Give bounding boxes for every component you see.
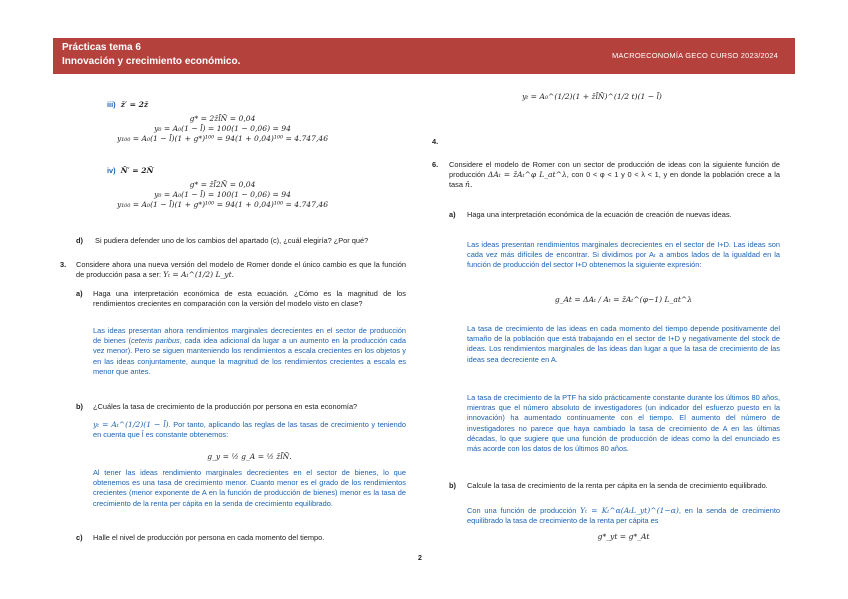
q3b-answer-intro <box>93 420 406 440</box>
q6a-eq: g_At = ΔAₜ / Aₜ = z̄Aₜ^(φ−1) L_at^λ <box>554 295 693 304</box>
q3-text-a: Considere ahora una nueva versión del modelo de Romer donde el único cambio <box>76 260 347 269</box>
q6b-eq2: g*_yt = g*_At <box>597 532 650 541</box>
q6b-label: b) <box>449 481 456 490</box>
item-d-text: Si pudiera defender uno de los cambios del apartado (c), ¿cuál elegiría? ¿Por qué? <box>95 236 369 245</box>
item-iv-eq: N̄′ = 2N̄ <box>120 166 154 175</box>
q6b-eq: Yₜ = Kₜ^α(AₜL_yt)^(1−α) <box>580 506 679 515</box>
q4-label: 4. <box>432 137 439 146</box>
iv-eq-2: y₀ = A₀(1 − l̄) = 100(1 − 0,06) = 94 <box>154 190 291 200</box>
item-d-label: d) <box>76 236 83 245</box>
top-eq-wrap <box>492 92 692 102</box>
item-iv <box>107 166 154 176</box>
q3-label: 3. <box>60 260 67 269</box>
item-d <box>76 236 368 246</box>
header-title-line2: Innovación y crecimiento económico. <box>62 56 241 67</box>
q3a-answer <box>93 326 406 377</box>
q3b-eq2: g_y = ½ g_A = ½ z̄l̄N̄. <box>207 452 292 461</box>
q3a-text: Haga una interpretación económica de esta ecuación. ¿Cómo es la magnitud de los rendimientos crecientes en comparación con la versión del modelo visto en clase? <box>93 289 406 309</box>
q6-eq: ΔAₜ = z̄Aₜ^φ L_at^λ <box>487 170 567 180</box>
q3b-answer-2: Al tener las ideas rendimiento marginales decrecientes en el sector de bienes, lo que obtenemos es una tasa de crecimiento menor. Cuanto menor es el grado de los rendimientos crecientes (menor exponente de A en la función de producción de bienes) menor es la tasa de crecimiento de la renta per cápita en la senda de crecimiento equilibrado. <box>93 468 406 508</box>
q3b-answer-1: . Por tanto, aplicando las reglas de las tasas de crecimiento y teniendo en cuenta que l̄ es constante obtenemos: <box>93 420 406 440</box>
q6-label: 6. <box>432 160 439 169</box>
header-course: MACROECONOMÍA GECO CURSO 2023/2024 <box>611 51 778 60</box>
q6a-label: a) <box>449 210 456 219</box>
q3a-answer-2: , cada idea adicional da lugar a un aumento en la producción cada vez menor). Pero se siguen manteniendo los rendimientos a escala crecientes en los objetos y en las ideas conjuntamente, aunque la magnitud de los rendimientos crecientes a escala es menor que antes. <box>93 336 406 376</box>
q3a-label: a) <box>76 289 83 298</box>
iv-eq-3: y₁₀₀ = A₀(1 − l̄)(1 + g*)¹⁰⁰ = 94(1 + 0,04)¹⁰⁰ = 4.747,46 <box>116 200 329 210</box>
q3c-label: c) <box>76 533 83 542</box>
q3b-eq2-wrap <box>93 452 406 462</box>
q3a-answer-1: Las ideas presentan ahora rendimientos marginales decrecientes en el sector de producción de bienes ( <box>93 326 406 346</box>
q6b-answer-1: Con una función de producción <box>467 506 577 515</box>
item-iii-eq: z̄′ = 2z̄ <box>120 100 149 109</box>
q3b-text: ¿Cuáles la tasa de crecimiento de la producción por persona en esta economía? <box>93 402 358 411</box>
item-iv-label: iv) <box>107 166 116 175</box>
q6a-text: Haga una interpretación económica de la ecuación de creación de nuevas ideas. <box>467 210 732 219</box>
q6b-text: Calcule la tasa de crecimiento de la renta per cápita en la senda de crecimiento equilibrado. <box>467 481 768 490</box>
iii-eq-3: y₁₀₀ = A₀(1 − l̄)(1 + g*)¹⁰⁰ = 94(1 + 0,04)¹⁰⁰ = 4.747,46 <box>116 134 329 144</box>
q6a-answer-3: La tasa de crecimiento de la PTF ha sido prácticamente constante durante los últimos 80 años, mientras que el número absoluto de investigadores (un indicador del esfuerzo puesto en la innovación) ha aumentado continuamente con el tiempo. El aumento del número de investigadores no parece que haya cambiado la tasa de crecimiento de A en las últimas décadas, lo que sugiere que una función de producción de ideas como la del enunciado es más acorde con los datos de los últimos 80 años. <box>467 393 780 454</box>
item-iii <box>107 100 148 110</box>
q6-rate: n̄. <box>465 180 473 190</box>
iii-equations <box>100 114 345 145</box>
q3b-eq: yₜ = Aₜ^(1/2)(1 − l̄) <box>93 420 169 429</box>
iii-eq-1: g* = 2z̄l̄N̄ = 0,04 <box>189 114 256 123</box>
page-number: 2 <box>418 555 422 562</box>
q6a-answer-2: La tasa de crecimiento de las ideas en cada momento del tiempo depende positivamente del tamaño de la población que está trabajando en el sector de I+D y negativamente del stock de ideas. Los rendimientos marginales de las ideas dan lugar a que la tasa de crecimiento de las ideas sea decreciente en A. <box>467 324 780 364</box>
page-header <box>53 38 795 74</box>
q6b-answer-2: , en la senda de crecimiento equilibrado la tasa de crecimiento de la renta per cápita es <box>467 506 780 526</box>
item-iii-label: iii) <box>107 100 116 109</box>
q6b-answer <box>467 506 780 526</box>
q6-text-a: Considere el modelo de Romer con un sector de producción de ideas con la siguiente función de producción <box>449 160 780 180</box>
q3c-text: Halle el nivel de producción por persona en cada momento del tiempo. <box>93 533 325 542</box>
q6-statement <box>449 160 780 191</box>
q3b-label: b) <box>76 402 83 411</box>
q6a-eq-wrap <box>467 295 780 305</box>
iii-eq-2: y₀ = A₀(1 − l̄) = 100(1 − 0,06) = 94 <box>154 124 291 134</box>
q6a-answer-1: Las ideas presentan rendimientos marginales decrecientes en el sector de I+D. Las ideas son cada vez más difíciles de encontrar. Si dividimos por Aₜ a ambos lados de la igualdad en la función de producción del sector I+D obtenemos la siguiente expresión: <box>467 240 780 270</box>
q6b-eq2-wrap <box>467 532 780 542</box>
header-title-line1: Prácticas tema 6 <box>62 42 141 53</box>
iv-eq-1: g* = z̄l̄2N̄ = 0,04 <box>189 180 256 189</box>
iv-equations <box>100 180 345 211</box>
header-title <box>62 41 240 69</box>
q3-text-b: es que la función de producción pasa a ser: <box>76 260 406 280</box>
q6-cond: , con 0 < φ < 1 y 0 < λ < 1, y en donde la población crece a la tasa <box>449 170 781 190</box>
q3a-answer-italic: ceteris paribus <box>130 336 180 346</box>
q3-eq: Yₜ = Aₜ^(1/2) L_yt. <box>163 270 235 280</box>
top-eq: yₜ = A₀^(1/2)(1 + z̄l̄N̄)^(1/2 t)(1 − l̄) <box>522 92 662 101</box>
q3-statement <box>76 260 406 280</box>
